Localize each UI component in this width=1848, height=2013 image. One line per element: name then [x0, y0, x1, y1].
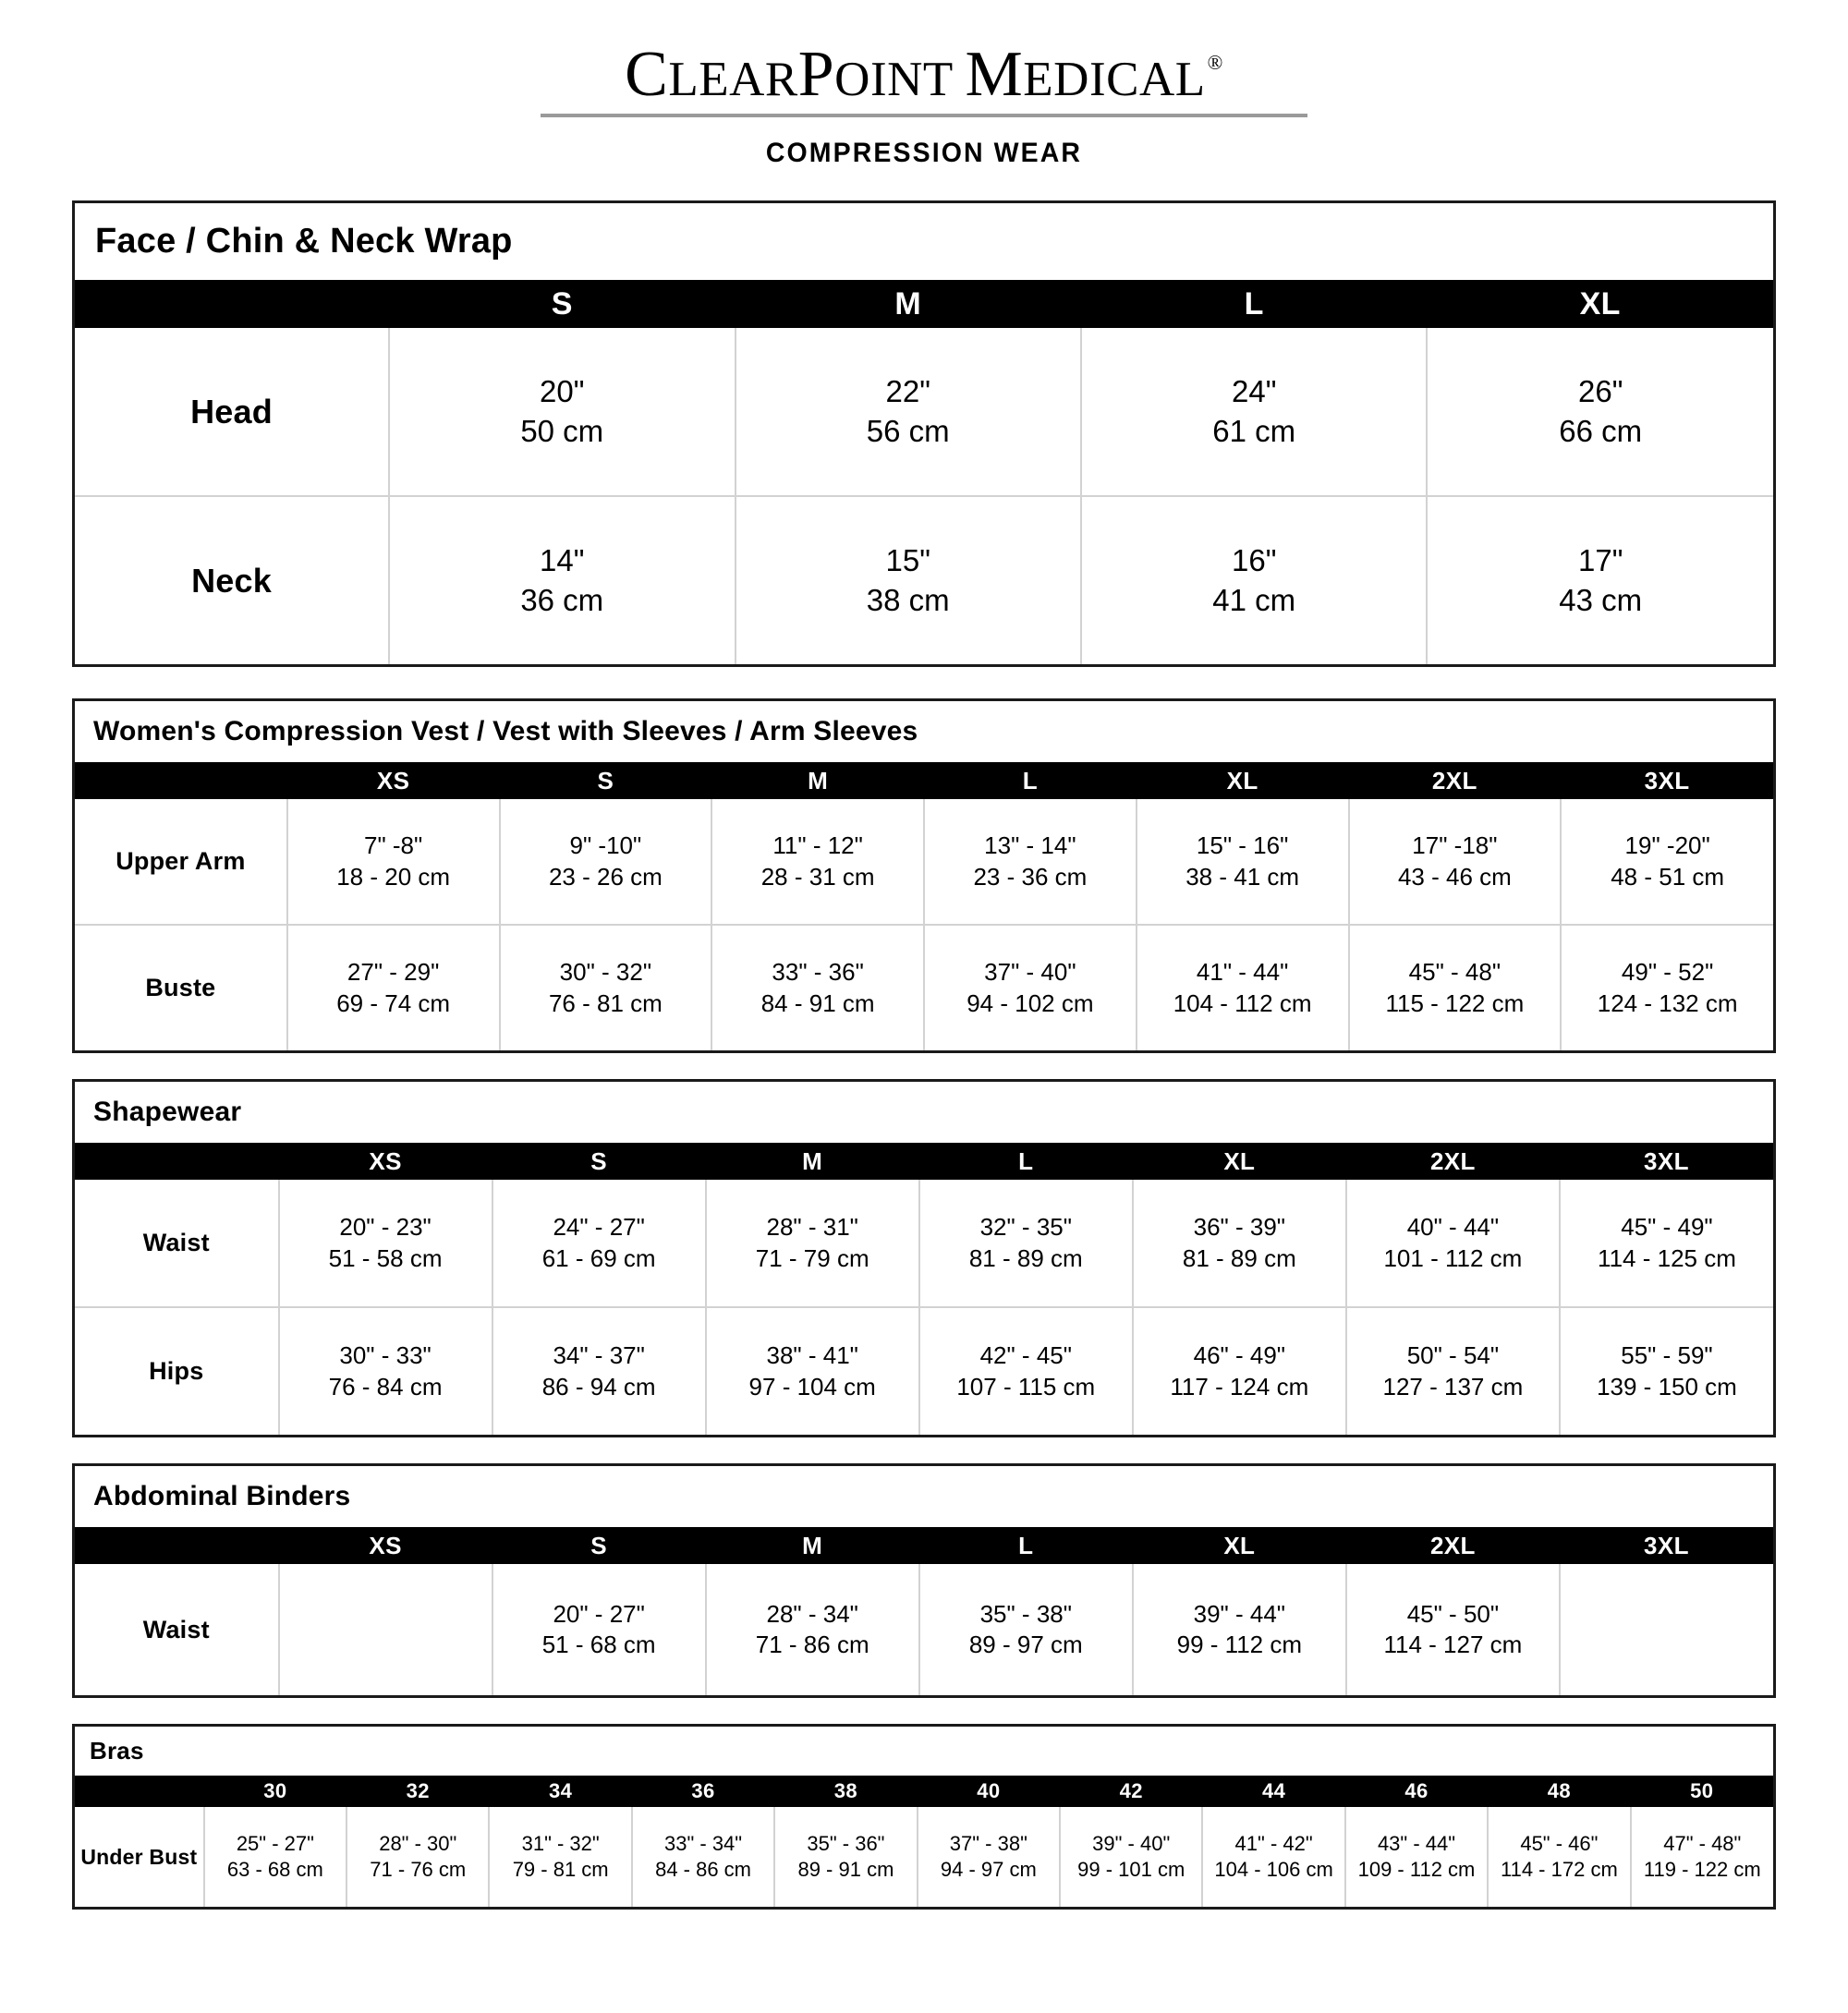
size-header-XL: XL	[1133, 1527, 1346, 1564]
measurement-cell	[287, 799, 500, 925]
table-row	[75, 925, 1773, 1050]
measurement-inches: 28" - 31"	[766, 1213, 858, 1242]
measurement-cell	[919, 1564, 1133, 1695]
measurement-inches: 38" - 41"	[766, 1341, 858, 1370]
size-table-header-row	[75, 1527, 1773, 1564]
measurement-cell	[1345, 1807, 1488, 1907]
measurement-inches: 35" - 36"	[807, 1831, 885, 1855]
measurement-cell	[1346, 1180, 1560, 1307]
table-row	[75, 1807, 1773, 1907]
size-header-3XL: 3XL	[1560, 1143, 1773, 1180]
measurement-inches: 15"	[885, 543, 930, 578]
size-header-corner	[75, 280, 389, 328]
measurement-cell	[632, 1807, 774, 1907]
measurement-cm: 81 - 89 cm	[1182, 1243, 1296, 1272]
size-header-XL: XL	[1137, 762, 1349, 799]
size-header-S: S	[492, 1527, 706, 1564]
measurement-cm: 56 cm	[866, 413, 950, 448]
measurement-inches: 41" - 44"	[1196, 958, 1289, 987]
measurement-cm: 114 - 127 cm	[1383, 1631, 1523, 1658]
size-table-header-row	[75, 1143, 1773, 1180]
measurement-cell	[736, 328, 1081, 496]
measurement-cell	[492, 1564, 706, 1695]
measurement-cm: 107 - 115 cm	[956, 1372, 1096, 1401]
size-header-XS: XS	[279, 1527, 492, 1564]
measurement-cell	[389, 496, 735, 664]
measurement-cm: 71 - 86 cm	[755, 1631, 869, 1658]
measurement-cell	[706, 1564, 919, 1695]
measurement-cm: 115 - 122 cm	[1385, 988, 1525, 1017]
measurement-cm: 69 - 74 cm	[336, 988, 451, 1017]
size-table-block-shapewear	[72, 1079, 1776, 1437]
measurement-cell	[1137, 799, 1349, 925]
measurement-cell	[489, 1807, 631, 1907]
measurement-cell	[924, 799, 1137, 925]
measurement-inches: 20"	[540, 374, 585, 409]
table-row	[75, 328, 1773, 496]
measurement-cm: 50 cm	[520, 413, 604, 448]
measurement-cm: 63 - 68 cm	[226, 1858, 323, 1881]
size-header-L: L	[919, 1143, 1133, 1180]
measurement-cell	[1346, 1564, 1560, 1695]
size-header-S: S	[492, 1143, 706, 1180]
spacer	[72, 169, 1776, 200]
measurement-inches: 28" - 34"	[766, 1599, 858, 1628]
size-table	[75, 762, 1773, 1050]
measurement-inches: 45" - 48"	[1408, 958, 1502, 987]
measurement-cell	[492, 1307, 706, 1435]
measurement-cell	[1133, 1180, 1346, 1307]
measurement-cm: 99 - 112 cm	[1176, 1631, 1302, 1658]
size-header-S: S	[500, 762, 712, 799]
measurement-inches: 41" - 42"	[1234, 1831, 1313, 1855]
measurement-cm: 139 - 150 cm	[1597, 1372, 1737, 1401]
size-table-block-abdominal-binders	[72, 1463, 1776, 1698]
measurement-cell	[204, 1807, 346, 1907]
measurement-inches: 13" - 14"	[984, 831, 1076, 860]
measurement-cm: 61 cm	[1212, 413, 1296, 448]
measurement-cm: 79 - 81 cm	[512, 1858, 609, 1881]
measurement-cell	[1427, 328, 1773, 496]
measurement-cell	[919, 1180, 1133, 1307]
row-label: Hips	[75, 1307, 279, 1435]
measurement-cm: 38 - 41 cm	[1185, 862, 1300, 891]
size-tables-container	[72, 200, 1776, 1910]
measurement-cell	[1427, 496, 1773, 664]
measurement-cm: 97 - 104 cm	[748, 1372, 876, 1401]
size-header-corner	[75, 1776, 204, 1807]
size-header-S: S	[389, 280, 735, 328]
measurement-cell	[1349, 925, 1562, 1050]
measurement-cm: 104 - 106 cm	[1214, 1858, 1333, 1881]
size-table	[75, 280, 1773, 664]
measurement-inches: 42" - 45"	[979, 1341, 1072, 1370]
size-table-block-womens-compression-vest	[72, 698, 1776, 1053]
size-header-M: M	[706, 1527, 919, 1564]
measurement-cell	[279, 1307, 492, 1435]
measurement-inches: 11" - 12"	[772, 831, 863, 860]
measurement-inches: 50" - 54"	[1406, 1341, 1500, 1370]
measurement-cm: 81 - 89 cm	[968, 1243, 1083, 1272]
measurement-inches: 17" -18"	[1412, 831, 1498, 860]
measurement-cm: 38 cm	[866, 582, 950, 617]
size-header-XL: XL	[1427, 280, 1773, 328]
measurement-cell	[1346, 1307, 1560, 1435]
row-label: Upper Arm	[75, 799, 287, 925]
measurement-cell	[1202, 1807, 1344, 1907]
measurement-inches: 45" - 49"	[1621, 1213, 1713, 1242]
size-header-M: M	[706, 1143, 919, 1180]
measurement-cell	[774, 1807, 917, 1907]
brand-header	[72, 0, 1776, 169]
measurement-inches: 24" - 27"	[553, 1213, 645, 1242]
size-header-44: 44	[1202, 1776, 1344, 1807]
measurement-cell	[919, 1307, 1133, 1435]
size-header-36: 36	[632, 1776, 774, 1807]
table-row	[75, 1564, 1773, 1695]
spacer	[72, 667, 1776, 698]
measurement-cm: 61 - 69 cm	[541, 1243, 656, 1272]
size-header-XL: XL	[1133, 1143, 1346, 1180]
size-header-30: 30	[204, 1776, 346, 1807]
measurement-cm: 86 - 94 cm	[541, 1372, 656, 1401]
measurement-cell	[711, 925, 924, 1050]
brand-name: CLEARPOINT MEDICAL	[625, 39, 1206, 110]
measurement-cm: 36 cm	[520, 582, 604, 617]
measurement-cell	[706, 1307, 919, 1435]
measurement-inches: 28" - 30"	[379, 1831, 457, 1855]
measurement-cm: 23 - 36 cm	[973, 862, 1088, 891]
measurement-inches: 32" - 35"	[979, 1213, 1072, 1242]
measurement-inches: 40" - 44"	[1406, 1213, 1500, 1242]
measurement-inches: 36" - 39"	[1193, 1213, 1286, 1242]
measurement-cell	[1631, 1807, 1773, 1907]
measurement-cell	[711, 799, 924, 925]
size-table-title: Women's Compression Vest / Vest with Sleeves / Arm Sleeves	[75, 701, 1773, 762]
measurement-cm: 51 - 58 cm	[328, 1243, 443, 1272]
row-label: Under Bust	[75, 1807, 204, 1907]
measurement-inches: 45" - 50"	[1406, 1599, 1500, 1628]
measurement-cell	[924, 925, 1137, 1050]
measurement-cell	[279, 1180, 492, 1307]
table-row	[75, 799, 1773, 925]
measurement-cm: 89 - 91 cm	[797, 1858, 894, 1881]
measurement-inches: 26"	[1578, 374, 1623, 409]
measurement-cell	[1081, 328, 1427, 496]
spacer	[72, 1437, 1776, 1463]
measurement-cm: 41 cm	[1212, 582, 1296, 617]
row-label: Neck	[75, 496, 389, 664]
table-row	[75, 1180, 1773, 1307]
size-header-38: 38	[774, 1776, 917, 1807]
measurement-cm: 66 cm	[1559, 413, 1643, 448]
size-header-48: 48	[1488, 1776, 1630, 1807]
table-row	[75, 496, 1773, 664]
measurement-cm: 99 - 101 cm	[1077, 1858, 1185, 1881]
measurement-cm: 117 - 124 cm	[1170, 1372, 1309, 1401]
size-header-42: 42	[1060, 1776, 1202, 1807]
size-header-46: 46	[1345, 1776, 1488, 1807]
measurement-cell	[1081, 496, 1427, 664]
brand-wordmark	[625, 39, 1223, 110]
measurement-inches: 17"	[1578, 543, 1623, 578]
measurement-cell	[1488, 1807, 1630, 1907]
size-header-M: M	[736, 280, 1081, 328]
measurement-inches: 33" - 34"	[663, 1831, 743, 1855]
size-table-block-bras	[72, 1724, 1776, 1910]
measurement-inches: 7" -8"	[363, 831, 423, 860]
measurement-cm: 51 - 68 cm	[541, 1631, 656, 1658]
measurement-cm: 124 - 132 cm	[1597, 988, 1738, 1017]
measurement-inches: 46" - 49"	[1193, 1341, 1286, 1370]
measurement-cell	[1560, 1307, 1773, 1435]
size-table-block-face-chin-neck-wrap	[72, 200, 1776, 667]
measurement-inches: 27" - 29"	[346, 958, 440, 987]
measurement-cm: 101 - 112 cm	[1383, 1243, 1523, 1272]
size-table	[75, 1527, 1773, 1695]
measurement-cm: 43 cm	[1559, 582, 1643, 617]
measurement-inches: 55" - 59"	[1621, 1341, 1713, 1370]
table-row	[75, 1307, 1773, 1435]
measurement-cm: 114 - 125 cm	[1598, 1243, 1736, 1272]
size-table-title: Abdominal Binders	[75, 1466, 1773, 1527]
row-label: Buste	[75, 925, 287, 1050]
size-table-title: Shapewear	[75, 1082, 1773, 1143]
measurement-inches: 16"	[1232, 543, 1277, 578]
measurement-cell	[1133, 1564, 1346, 1695]
measurement-cell-empty	[1560, 1564, 1773, 1695]
measurement-cm: 23 - 26 cm	[548, 862, 663, 891]
measurement-cell	[1060, 1807, 1202, 1907]
measurement-cm: 84 - 91 cm	[760, 988, 875, 1017]
row-label: Waist	[75, 1564, 279, 1695]
measurement-cell	[500, 925, 712, 1050]
measurement-cell	[1561, 925, 1773, 1050]
measurement-inches: 22"	[885, 374, 930, 409]
size-header-32: 32	[346, 1776, 489, 1807]
measurement-inches: 30" - 33"	[339, 1341, 432, 1370]
size-header-50: 50	[1631, 1776, 1773, 1807]
measurement-inches: 20" - 27"	[553, 1599, 645, 1628]
size-table-header-row	[75, 1776, 1773, 1807]
size-header-3XL: 3XL	[1561, 762, 1773, 799]
measurement-cm: 119 - 122 cm	[1643, 1858, 1761, 1881]
measurement-cm: 94 - 102 cm	[967, 988, 1094, 1017]
measurement-inches: 30" - 32"	[559, 958, 652, 987]
measurement-inches: 39" - 40"	[1092, 1831, 1171, 1855]
measurement-cm: 114 - 172 cm	[1501, 1858, 1618, 1881]
spacer	[72, 1053, 1776, 1079]
size-header-2XL: 2XL	[1346, 1527, 1560, 1564]
size-table-title: Bras	[75, 1727, 1773, 1776]
measurement-cell	[1137, 925, 1349, 1050]
size-header-3XL: 3XL	[1560, 1527, 1773, 1564]
measurement-cell	[1560, 1180, 1773, 1307]
measurement-inches: 45" - 46"	[1520, 1831, 1599, 1855]
measurement-cell	[1561, 799, 1773, 925]
measurement-cell	[492, 1180, 706, 1307]
measurement-inches: 33" - 36"	[772, 958, 864, 987]
size-header-XS: XS	[279, 1143, 492, 1180]
measurement-inches: 37" - 38"	[949, 1831, 1027, 1855]
size-header-L: L	[1081, 280, 1427, 328]
measurement-cm: 76 - 84 cm	[328, 1372, 443, 1401]
measurement-cm: 76 - 81 cm	[548, 988, 663, 1017]
measurement-cm: 71 - 79 cm	[755, 1243, 869, 1272]
measurement-cell	[1349, 799, 1562, 925]
size-table	[75, 1776, 1773, 1907]
measurement-cell	[500, 799, 712, 925]
measurement-cm: 43 - 46 cm	[1397, 862, 1512, 891]
measurement-cm: 18 - 20 cm	[336, 862, 451, 891]
size-table-title: Face / Chin & Neck Wrap	[75, 203, 1773, 280]
measurement-cm: 94 - 97 cm	[940, 1858, 1037, 1881]
measurement-cell	[706, 1180, 919, 1307]
measurement-inches: 14"	[540, 543, 585, 578]
measurement-cell-empty	[279, 1564, 492, 1695]
measurement-inches: 20" - 23"	[339, 1213, 432, 1242]
row-label: Waist	[75, 1180, 279, 1307]
measurement-inches: 35" - 38"	[979, 1599, 1072, 1628]
measurement-inches: 19" -20"	[1624, 831, 1710, 860]
measurement-cell	[389, 328, 735, 496]
measurement-inches: 39" - 44"	[1193, 1599, 1286, 1628]
size-header-corner	[75, 1143, 279, 1180]
size-table	[75, 1143, 1773, 1435]
measurement-cell	[1133, 1307, 1346, 1435]
measurement-inches: 9" -10"	[569, 831, 642, 860]
measurement-cell	[736, 496, 1081, 664]
size-header-2XL: 2XL	[1346, 1143, 1560, 1180]
row-label: Head	[75, 328, 389, 496]
measurement-inches: 49" - 52"	[1621, 958, 1714, 987]
measurement-cm: 71 - 76 cm	[370, 1858, 467, 1881]
measurement-inches: 31" - 32"	[521, 1831, 600, 1855]
size-header-40: 40	[918, 1776, 1060, 1807]
size-header-M: M	[711, 762, 924, 799]
size-header-L: L	[919, 1527, 1133, 1564]
measurement-cm: 127 - 137 cm	[1382, 1372, 1524, 1401]
size-header-2XL: 2XL	[1349, 762, 1562, 799]
measurement-cm: 28 - 31 cm	[760, 862, 875, 891]
measurement-inches: 15" - 16"	[1196, 831, 1289, 860]
measurement-cm: 104 - 112 cm	[1173, 988, 1312, 1017]
size-header-corner	[75, 762, 287, 799]
registered-trademark-icon: ®	[1207, 51, 1223, 74]
measurement-cell	[346, 1807, 489, 1907]
size-header-34: 34	[489, 1776, 631, 1807]
measurement-inches: 43" - 44"	[1377, 1831, 1456, 1855]
size-header-corner	[75, 1527, 279, 1564]
brand-divider-rule	[541, 114, 1307, 117]
measurement-cell	[287, 925, 500, 1050]
measurement-cm: 48 - 51 cm	[1611, 862, 1725, 891]
measurement-cell	[918, 1807, 1060, 1907]
measurement-inches: 37" - 40"	[984, 958, 1076, 987]
measurement-cm: 84 - 86 cm	[655, 1858, 752, 1881]
size-table-header-row	[75, 762, 1773, 799]
measurement-cm: 109 - 112 cm	[1357, 1858, 1476, 1881]
measurement-inches: 47" - 48"	[1663, 1831, 1742, 1855]
size-table-header-row	[75, 280, 1773, 328]
size-header-XS: XS	[287, 762, 500, 799]
brand-tagline: COMPRESSION WEAR	[765, 138, 1083, 168]
measurement-inches: 24"	[1232, 374, 1277, 409]
measurement-cm: 89 - 97 cm	[968, 1631, 1083, 1658]
spacer	[72, 1698, 1776, 1724]
measurement-inches: 34" - 37"	[553, 1341, 645, 1370]
measurement-inches: 25" - 27"	[236, 1831, 314, 1855]
size-header-L: L	[924, 762, 1137, 799]
